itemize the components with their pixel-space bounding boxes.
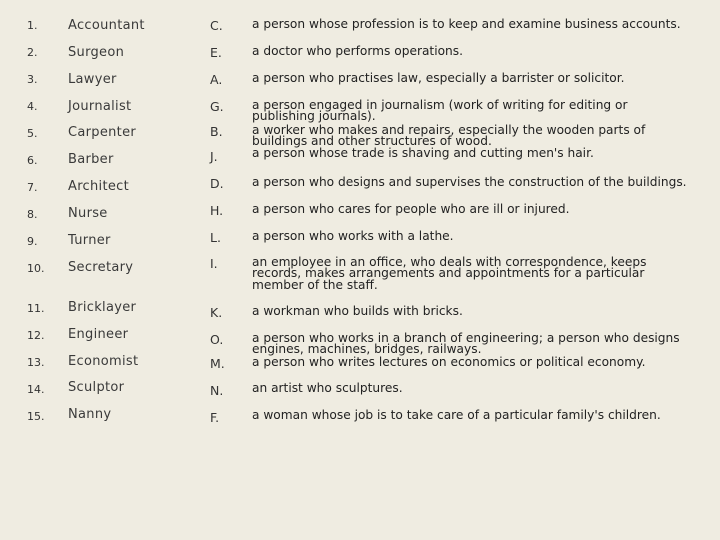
row-number: 9 . bbox=[27, 235, 38, 248]
profession-term: Bricklayer bbox=[68, 300, 137, 315]
definition-text: a worker who makes and repairs, especially the wooden parts of buildings and other structures of wood. bbox=[252, 123, 646, 149]
row-number: 5 . bbox=[27, 127, 38, 140]
profession-term: Accountant bbox=[68, 18, 145, 33]
row-number: 13 . bbox=[27, 356, 45, 369]
definition-text: a workman who builds with bricks. bbox=[252, 304, 463, 318]
answer-letter: I. bbox=[210, 256, 218, 271]
profession-term: Nurse bbox=[68, 206, 108, 221]
row-number: 3 . bbox=[27, 73, 38, 86]
answer-letter: A. bbox=[210, 72, 223, 87]
profession-term: Journalist bbox=[68, 99, 132, 114]
profession-term: Lawyer bbox=[68, 72, 117, 87]
row-number: 10 . bbox=[27, 262, 45, 275]
answer-letter: J. bbox=[210, 149, 218, 164]
profession-term: Carpenter bbox=[68, 125, 137, 140]
profession-term: Turner bbox=[68, 233, 111, 248]
profession-term: Sculptor bbox=[68, 380, 125, 395]
profession-term: Economist bbox=[68, 354, 139, 369]
answer-letter: H. bbox=[210, 203, 224, 218]
answer-letter: M. bbox=[210, 356, 225, 371]
definition-text: a person who writes lectures on economics or political economy. bbox=[252, 355, 646, 369]
profession-term: Nanny bbox=[68, 407, 112, 422]
answer-letter: L. bbox=[210, 230, 221, 245]
answer-letter: G. bbox=[210, 99, 224, 114]
definition-text: a person who practises law, especially a barrister or solicitor. bbox=[252, 71, 625, 85]
definition-text: a person whose trade is shaving and cutting men's hair. bbox=[252, 146, 594, 160]
definition-text: a woman whose job is to take care of a particular family's children. bbox=[252, 408, 661, 422]
profession-term: Engineer bbox=[68, 327, 129, 342]
row-number: 14 . bbox=[27, 383, 45, 396]
definition-text: a person who works in a branch of engineering; a person who designs engines, machines, bridges, railways. bbox=[252, 331, 680, 357]
profession-term: Barber bbox=[68, 152, 114, 167]
definition-text: a person who cares for people who are ill or injured. bbox=[252, 202, 570, 216]
profession-term: Secretary bbox=[68, 260, 134, 275]
answer-letter: D. bbox=[210, 176, 224, 191]
definition-text: an artist who sculptures. bbox=[252, 381, 403, 395]
row-number: 1 . bbox=[27, 19, 38, 32]
definition-text: a doctor who performs operations. bbox=[252, 44, 464, 58]
row-number: 6 . bbox=[27, 154, 38, 167]
answer-letter: O. bbox=[210, 332, 224, 347]
row-number: 7 . bbox=[27, 181, 38, 194]
answer-letter: C. bbox=[210, 18, 223, 33]
answer-letter: F. bbox=[210, 410, 220, 425]
definition-text: an employee in an office, who deals with correspondence, keeps records, makes arrangements and appointments for a particular member of the staff. bbox=[252, 255, 647, 292]
profession-term: Architect bbox=[68, 179, 129, 194]
row-number: 8 . bbox=[27, 208, 38, 221]
definition-text: a person whose profession is to keep and examine business accounts. bbox=[252, 17, 681, 31]
profession-term: Surgeon bbox=[68, 45, 125, 60]
answer-letter: B. bbox=[210, 124, 223, 139]
definition-text: a person engaged in journalism (work of writing for editing or publishing journals). bbox=[252, 98, 628, 124]
row-number: 2 . bbox=[27, 46, 38, 59]
row-number: 11 . bbox=[27, 302, 45, 315]
definition-text: a person who works with a lathe. bbox=[252, 229, 454, 243]
answer-letter: E. bbox=[210, 45, 222, 60]
answer-letter: N. bbox=[210, 383, 224, 398]
row-number: 4 . bbox=[27, 100, 38, 113]
answer-letter: K. bbox=[210, 305, 223, 320]
row-number: 12 . bbox=[27, 329, 45, 342]
row-number: 15 . bbox=[27, 410, 45, 423]
definition-text: a person who designs and supervises the construction of the buildings. bbox=[252, 175, 687, 189]
